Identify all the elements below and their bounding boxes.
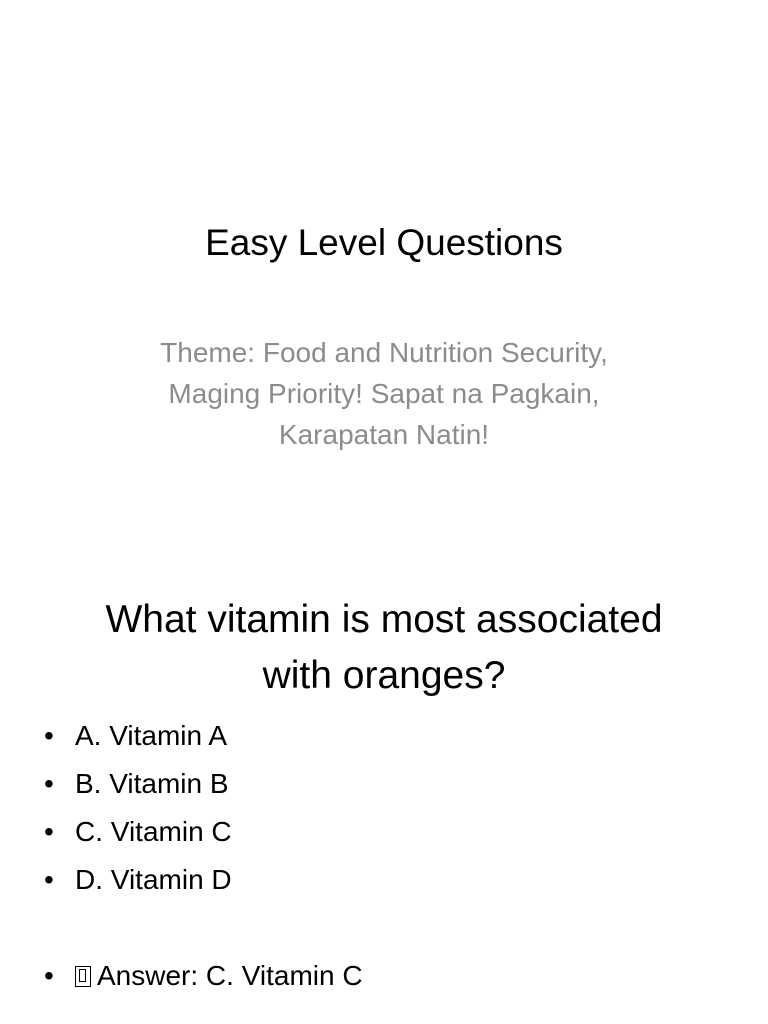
question-slide — [0, 512, 768, 1024]
option-label: A. Vitamin A — [75, 720, 228, 751]
check-box-icon — [75, 966, 91, 987]
answer-text: Answer: C. Vitamin C — [97, 960, 363, 991]
question-heading — [40, 592, 728, 704]
option-label: C. Vitamin C — [75, 816, 232, 847]
slide-title: Easy Level Questions — [205, 222, 563, 263]
subtitle-line: Theme: Food and Nutrition Security, — [160, 337, 608, 368]
bullet-icon: • — [44, 768, 54, 799]
bullet-icon: • — [44, 816, 54, 847]
subtitle-line: Karapatan Natin! — [278, 419, 490, 450]
question-line: with oranges? — [262, 654, 506, 697]
option-label: B. Vitamin B — [75, 768, 229, 799]
slide-subtitle — [84, 332, 684, 455]
answer-options-list — [40, 712, 728, 904]
option-b — [40, 760, 728, 808]
question-line: What vitamin is most associated — [105, 598, 663, 641]
bullet-icon: • — [44, 720, 54, 751]
option-label: D. Vitamin D — [75, 864, 232, 895]
subtitle-line: Maging Priority! Sapat na Pagkain, — [168, 378, 600, 409]
answer-line — [40, 952, 728, 1000]
option-a — [40, 712, 728, 760]
option-c — [40, 808, 728, 856]
bullet-icon: • — [44, 864, 54, 895]
bullet-icon: • — [44, 960, 54, 991]
option-d — [40, 856, 728, 904]
